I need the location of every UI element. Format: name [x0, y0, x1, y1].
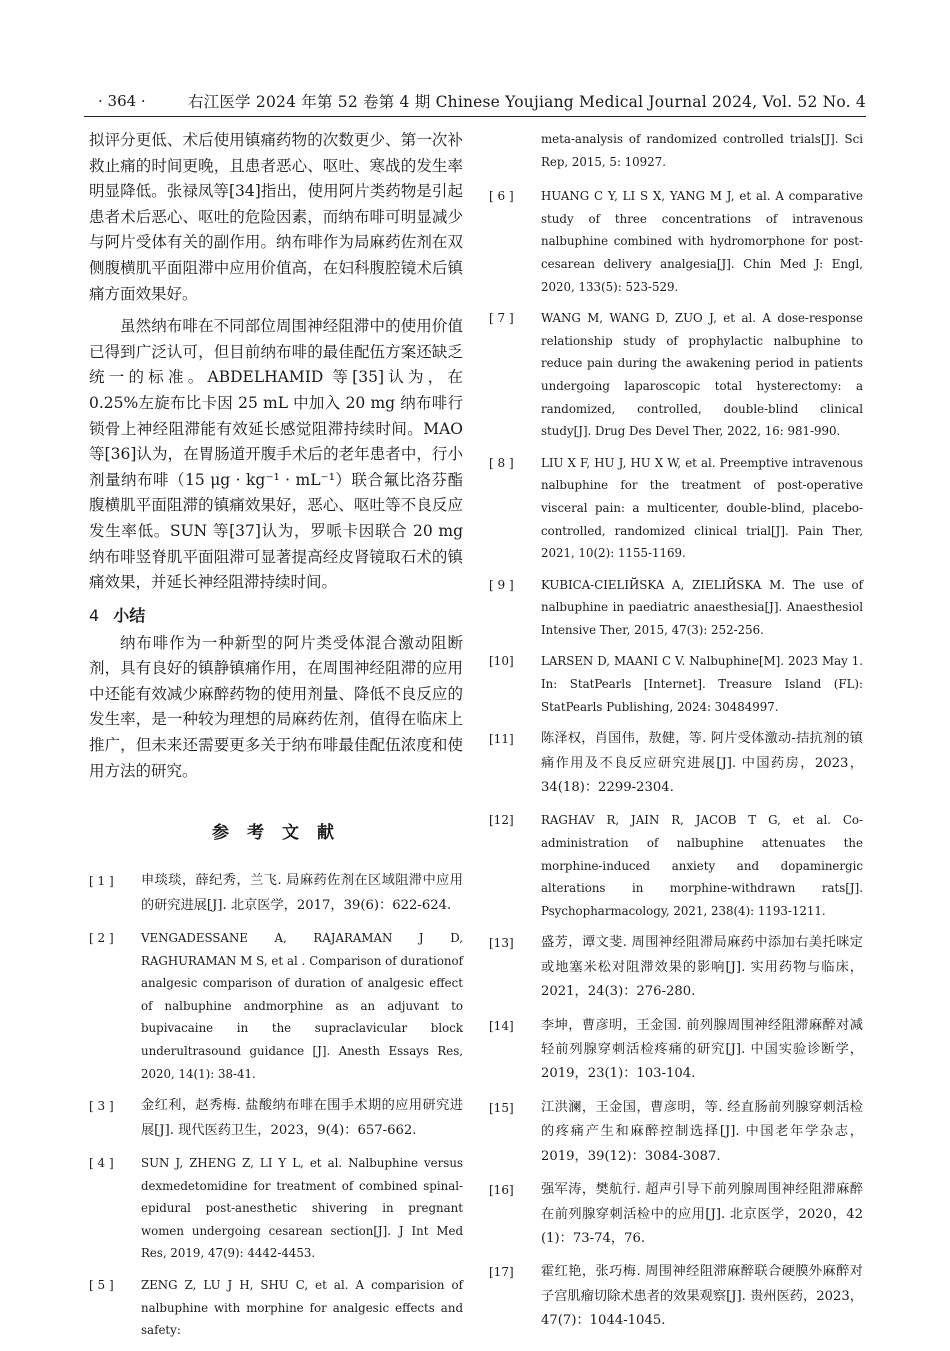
reference-number: [ 1 ] — [89, 874, 114, 889]
reference-item — [89, 1094, 463, 1143]
reference-text: RAGHAV R, JAIN R, JACOB T G, et al. Co-administration of nalbuphine attenuates the morphine-induced anxiety and dopaminergic alterations in morphine-withdrawn rats[J]. Psychopharmacology, 2021, 238(4): 1193-1211. — [541, 813, 863, 918]
reference-text: 陈泽权，肖国伟，敖健，等. 阿片受体激动-拮抗剂的镇痛作用及不良反应研究进展[J]. 中国药房，2023，34(18)：2299-2304. — [541, 731, 863, 796]
reference-text: VENGADESSANE A, RAJARAMAN J D, RAGHURAMAN M S, et al . Comparison of durationof analgesic comparison of duration of analgesic effect of nalbuphine andmorphine as an adjuvant to bupivacaine in the supraclavicular block underultrasound guidance [J]. Anesth Essays Res, 2020, 14(1): 38-41. — [141, 931, 463, 1081]
reference-number: [17] — [489, 1265, 514, 1280]
reference-text: LIU X F, HU J, HU X W, et al. Preemptive intravenous nalbuphine for the treatment of post-operative visceral pain: a multicenter, double-blind, placebo-controlled, randomized clinical trial[J]. Pain Ther, 2021, 10(2): 1155-1169. — [541, 455, 863, 561]
reference-item — [489, 1260, 863, 1333]
reference-number: [ 8 ] — [489, 455, 514, 470]
body-paragraph: 虽然纳布啡在不同部位周围神经阻滞中的使用价值已得到广泛认可，但目前纳布啡的最佳配伍方案还缺乏统一的标准。ABDELHAMID 等[35]认为，在 0.25%左旋布比卡因 25 mL 中加入 20 mg 纳布啡行锁骨上神经阻滞能有效延长感觉阻滞持续时间。MAO 等[36]认为，在胃肠道开腹手术后的老年患者中，行小剂量纳布啡（15 μg · kg⁻¹ · mL⁻¹）联合氟比洛芬酯腹横肌平面阻滞的镇痛效果好，恶心、呕吐等不良反应发生率低。SUN 等[37]认为，罗哌卡因联合 20 mg 纳布啡竖脊肌平面阻滞可显著提高经皮肾镜取石术的镇痛效果，并延长神经阻滞持续时间。 — [89, 317, 463, 592]
reference-item-continued — [489, 128, 863, 173]
reference-item — [489, 185, 863, 298]
running-header — [84, 86, 866, 117]
reference-item — [489, 1178, 863, 1251]
reference-text: ZENG Z, LU J H, SHU C, et al. A comparision of nalbuphine with morphine for analgesic effects and safety: — [141, 1278, 463, 1338]
reference-item — [489, 574, 863, 642]
reference-number: [11] — [489, 732, 514, 747]
reference-text: LARSEN D, MAANI C V. Nalbuphine[M]. 2023 May 1. In: StatPearls [Internet]. Treasure Island (FL): StatPearls Publishing, 2024: 30484997. — [541, 654, 863, 714]
reference-list-left — [89, 869, 463, 1342]
body-paragraph: 纳布啡作为一种新型的阿片类受体混合激动阻断剂，具有良好的镇静镇痛作用，在周围神经阻滞的应用中还能有效减少麻醉药物的使用剂量、降低不良反应的发生率，是一种较为理想的局麻药佐剂，值得在临床上推广，但未来还需要更多关于纳布啡最佳配伍浓度和使用方法的研究。 — [89, 633, 463, 780]
reference-text: meta-analysis of randomized controlled trials[J]. Sci Rep, 2015, 5: 10927. — [541, 132, 863, 169]
reference-text: 李坤，曹彦明，王金国. 前列腺周围神经阻滞麻醉对减轻前列腺穿刺活检疼痛的研究[J]. 中国实验诊断学，2019，23(1)：103-104. — [541, 1017, 863, 1082]
section-number: 4 — [89, 605, 100, 625]
reference-text: 金红利，赵秀梅. 盐酸纳布啡在围手术期的应用研究进展[J]. 现代医药卫生，2023，9(4)：657-662. — [141, 1098, 463, 1138]
reference-number: [15] — [489, 1100, 514, 1115]
reference-text: KUBICA-CIELIЙSKA A, ZIELIЙSKA M. The use of nalbuphine in paediatric anaesthesia[J]. Anaesthesiol Intensive Ther, 2015, 47(3): 252-256. — [541, 577, 863, 637]
reference-item — [489, 307, 863, 443]
reference-item — [489, 650, 863, 718]
journal-running-head: 右江医学 2024 年第 52 卷第 4 期 Chinese Youjiang Medical Journal 2024, Vol. 52 No. 4 — [187, 93, 866, 111]
page-number: · 364 · — [98, 92, 146, 110]
reference-list-right — [489, 128, 863, 1334]
reference-text: 申琰琰，薛纪秀，兰飞. 局麻药佐剂在区域阻滞中应用的研究进展[J]. 北京医学，2017，39(6)：622-624. — [141, 873, 463, 913]
reference-item — [89, 927, 463, 1085]
reference-text: 盛芳，谭文斐. 周围神经阻滞局麻药中添加右美托咪定或地塞米松对阻滞效果的影响[J]. 实用药物与临床，2021，24(3)：276-280. — [541, 935, 863, 1000]
reference-number: [14] — [489, 1018, 514, 1033]
reference-number: [ 7 ] — [489, 311, 514, 326]
reference-item — [489, 1014, 863, 1087]
reference-number: [ 2 ] — [89, 931, 114, 946]
body-paragraph: 拟评分更低、术后使用镇痛药物的次数更少、第一次补救止痛的时间更晚，且患者恶心、呕吐、寒战的发生率明显降低。张禄凤等[34]指出，使用阿片类药物是引起患者术后恶心、呕吐的危险因素，而纳布啡可明显减少与阿片受体有关的副作用。纳布啡作为局麻药佐剂在双侧腹横肌平面阻滞中应用价值高，在妇科腹腔镜术后镇痛方面效果好。 — [89, 131, 463, 303]
references-title: 参考文献 — [212, 823, 352, 844]
section-heading — [89, 603, 463, 626]
left-column — [89, 128, 463, 1351]
section-title: 小结 — [113, 605, 146, 625]
reference-item — [489, 931, 863, 1004]
reference-item — [489, 809, 863, 922]
reference-item — [89, 1274, 463, 1342]
reference-number: [13] — [489, 936, 514, 951]
reference-number: [12] — [489, 813, 514, 828]
reference-text: 霍红艳，张巧梅. 周围神经阻滞麻醉联合硬膜外麻醉对子宫肌瘤切除术患者的效果观察[J]. 贵州医药，2023，47(7)：1044-1045. — [541, 1264, 863, 1329]
reference-item — [489, 727, 863, 800]
reference-text: SUN J, ZHENG Z, LI Y L, et al. Nalbuphine versus dexmedetomidine for treatment of combined spinal-epidural post-anesthetic shivering in pregnant women undergoing cesarean section[J]. J Int Med Res, 2019, 47(9): 4442-4453. — [141, 1156, 463, 1261]
reference-text: 强军涛，樊航行. 超声引导下前列腺周围神经阻滞麻醉在前列腺穿刺活检中的应用[J]. 北京医学，2020，42 (1)：73-74，76. — [541, 1182, 863, 1246]
reference-number: [ 6 ] — [489, 189, 514, 204]
reference-number: [10] — [489, 654, 514, 669]
reference-number: [ 5 ] — [89, 1278, 114, 1292]
reference-item — [489, 1096, 863, 1169]
reference-number: [ 3 ] — [89, 1099, 114, 1114]
reference-item — [89, 1152, 463, 1265]
reference-number: [ 4 ] — [89, 1156, 114, 1171]
reference-item — [489, 452, 863, 565]
reference-number: [16] — [489, 1183, 514, 1198]
reference-text: HUANG C Y, LI S X, YANG M J, et al. A comparative study of three concentrations of intravenous nalbuphine combined with hydromorphone for post-cesarean delivery analgesia[J]. Chin Med J: Engl, 2020, 133(5): 523-529. — [541, 189, 863, 294]
reference-text: 江洪澜，王金国，曹彦明，等. 经直肠前列腺穿刺活检的疼痛产生和麻醉控制选择[J]. 中国老年学杂志，2019，39(12)：3084-3087. — [541, 1099, 863, 1164]
right-column — [489, 128, 863, 1343]
reference-number: [ 9 ] — [489, 577, 514, 592]
reference-item — [89, 869, 463, 918]
reference-text: WANG M, WANG D, ZUO J, et al. A dose-response relationship study of prophylactic nalbuphine to reduce pain during the awakening period in patients undergoing laparoscopic total hysterectomy: a randomized, controlled, double-blind clinical study[J]. Drug Des Devel Ther, 2022, 16: 981-990. — [541, 311, 863, 439]
